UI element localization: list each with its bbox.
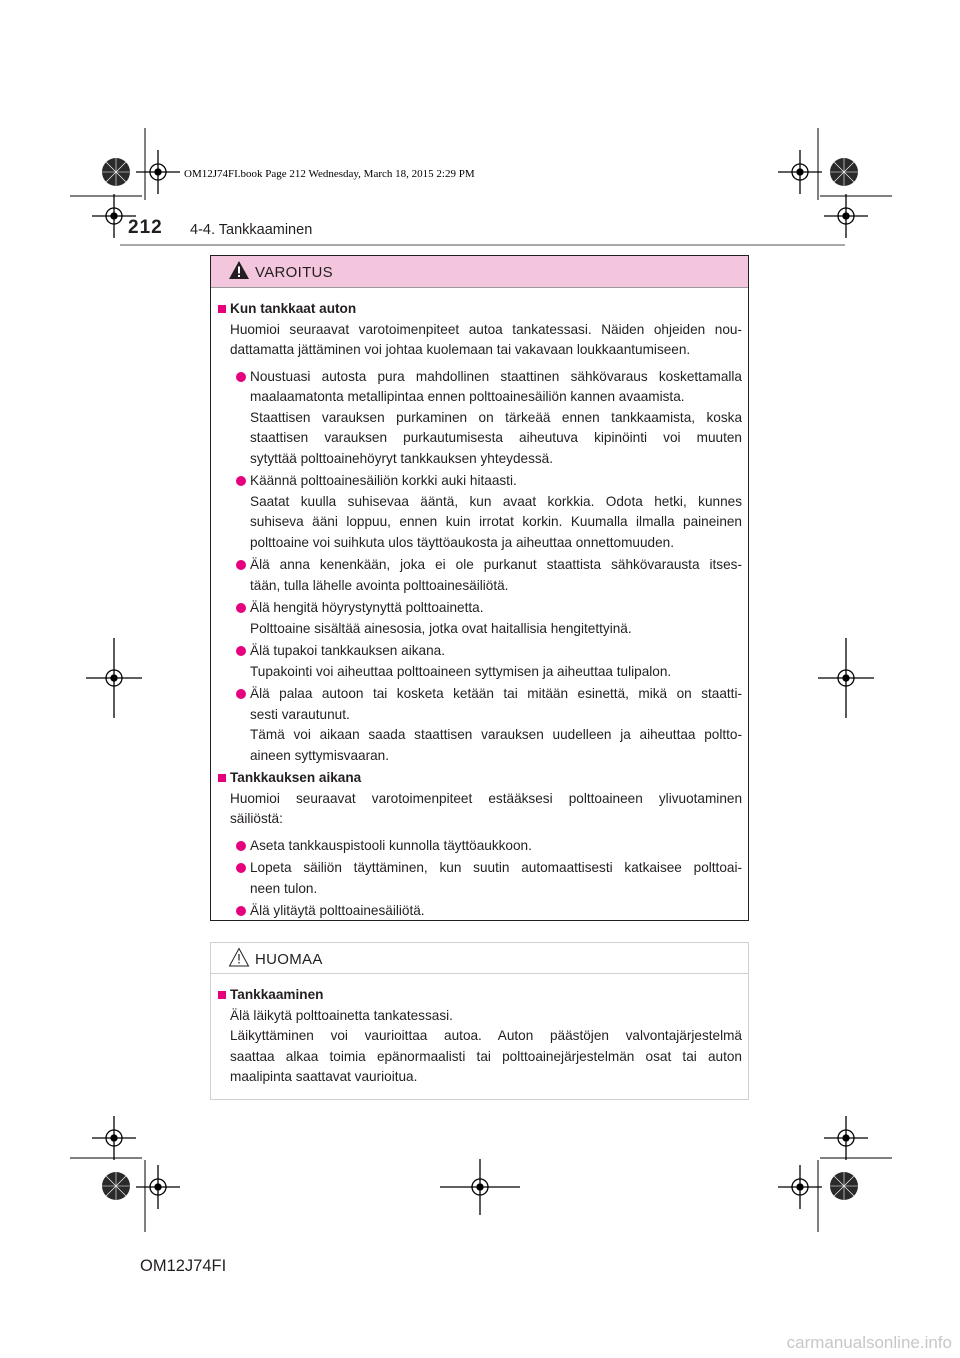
- round-bullet-icon: [236, 646, 246, 656]
- notice-box: [210, 942, 749, 1100]
- bullet-item: [218, 598, 742, 639]
- section-heading-text: Tankkauksen aikana: [230, 770, 362, 785]
- round-bullet-icon: [236, 476, 246, 486]
- text-line: Huomioi seuraavat varotoimenpiteet autoa tankatessasi. Näiden ohjeiden nou-: [230, 321, 742, 337]
- round-bullet-icon: [236, 906, 246, 916]
- bullet-item: [218, 684, 742, 766]
- bullet-item: [218, 367, 742, 470]
- text-line: aineen syttymisvaaran.: [250, 747, 390, 763]
- text-line: Käännä polttoainesäiliön korkki auki hitaasti.: [250, 473, 517, 488]
- square-bullet-icon: [218, 305, 226, 313]
- text-line: Läikyttäminen voi vaurioittaa autoa. Auton päästöjen valvontajärjestelmä: [230, 1028, 742, 1043]
- warning-label: VAROITUS: [255, 264, 333, 281]
- text-line: maalipinta saattavat vaurioitua.: [230, 1069, 418, 1084]
- text-line: Älä läikytä polttoainetta tankatessasi.: [230, 1007, 453, 1023]
- notice-text: [218, 1006, 742, 1088]
- section-heading: [218, 768, 742, 789]
- notice-label: HUOMAA: [255, 951, 323, 968]
- section-title: 4-4. Tankkaaminen: [190, 222, 313, 238]
- text-line: Älä palaa autoon tai kosketa ketään tai mitään esinettä, mikä on staatti-: [250, 686, 742, 701]
- text-line: Älä tupakoi tankkauksen aikana.: [250, 643, 445, 658]
- header-divider: [120, 244, 845, 246]
- text-line: Staattisen varauksen purkaminen on tärkeää ennen tankkaamista, koska: [250, 409, 742, 425]
- section-intro: [218, 789, 742, 830]
- text-line: saattaa alkaa toimia epänormaalisti tai polttoainejärjestelmän osat tai auton: [230, 1048, 742, 1064]
- text-line: Tupakointi voi aiheuttaa polttoaineen syttymisen ja aiheuttaa tulipalon.: [250, 663, 672, 679]
- text-line: Huomioi seuraavat varotoimenpiteet estääksesi polttoaineen ylivuotaminen: [230, 790, 742, 806]
- text-line: polttoaine voi suihkuta ulos täyttöaukosta ja aiheuttaa onnettomuuden.: [250, 534, 674, 550]
- notice-header: [211, 943, 748, 974]
- bullet-item: [218, 858, 742, 899]
- text-line: Lopeta säiliön täyttäminen, kun suutin automaattisesti katkaisee polttoai-: [250, 860, 742, 875]
- section-heading: [218, 299, 742, 320]
- round-bullet-icon: [236, 863, 246, 873]
- text-line: Älä hengitä höyrystynyttä polttoainetta.: [250, 600, 484, 615]
- section-heading-text: Kun tankkaat auton: [230, 301, 357, 316]
- bullet-item: [218, 901, 742, 922]
- bullet-item: [218, 471, 742, 553]
- text-line: tään, tulla lähelle avointa polttoainesäiliötä.: [250, 577, 509, 593]
- text-line: staattisen varauksen purkautumisesta aiheutuva kipinöinti voi muuten: [250, 430, 742, 445]
- round-bullet-icon: [236, 841, 246, 851]
- text-line: maalaamatonta metallipintaa ennen polttoainesäiliön kannen avaamista.: [250, 389, 685, 404]
- round-bullet-icon: [236, 372, 246, 382]
- print-info: OM12J74FI.book Page 212 Wednesday, March 18, 2015 2:29 PM: [184, 168, 475, 180]
- notice-body: [211, 974, 748, 1088]
- notice-triangle-icon: [228, 947, 250, 967]
- bullet-item: [218, 555, 742, 596]
- text-line: Saatat kuulla suhisevaa ääntä, kun avaat korkkia. Odota hetki, kunnes: [250, 493, 742, 509]
- round-bullet-icon: [236, 603, 246, 613]
- page-number: 212: [128, 217, 163, 238]
- round-bullet-icon: [236, 560, 246, 570]
- text-line: suhiseva ääni loppuu, ennen kuin irrotat korkin. Kuumalla ilmalla paineinen: [250, 514, 742, 529]
- square-bullet-icon: [218, 774, 226, 782]
- text-line: Älä ylitäytä polttoainesäiliötä.: [250, 903, 425, 918]
- warning-header: [211, 256, 748, 288]
- round-bullet-icon: [236, 689, 246, 699]
- text-line: Noustuasi autosta pura mahdollinen staattinen sähkövaraus koskettamalla: [250, 368, 742, 384]
- section-intro: [218, 320, 742, 361]
- watermark: carmanualsonline.info: [786, 1333, 952, 1352]
- text-line: Tämä voi aikaan saada staattisen varauksen uudelleen ja aiheuttaa poltto-: [250, 727, 742, 742]
- text-line: Aseta tankkauspistooli kunnolla täyttöaukkoon.: [250, 837, 532, 853]
- warning-triangle-icon: [228, 260, 250, 280]
- bullet-item: [218, 836, 742, 857]
- text-line: sesti varautunut.: [250, 706, 350, 722]
- text-line: Älä anna kenenkään, joka ei ole purkanut staattista sähkövarausta itses-: [250, 557, 742, 572]
- warning-body: [211, 288, 748, 922]
- bullet-item: [218, 641, 742, 682]
- text-line: sytyttää polttoainehöyryt tankkauksen yhteydessä.: [250, 450, 554, 466]
- model-code: OM12J74FI: [140, 1257, 227, 1275]
- warning-box: [210, 255, 749, 921]
- square-bullet-icon: [218, 991, 226, 999]
- section-heading: [218, 985, 742, 1006]
- section-heading-text: Tankkaaminen: [230, 987, 324, 1002]
- text-line: dattamatta jättäminen voi johtaa kuolemaan tai vakavaan loukkaantumiseen.: [230, 342, 691, 357]
- text-line: Polttoaine sisältää ainesosia, jotka ovat haitallisia hengitettyinä.: [250, 620, 632, 636]
- text-line: neen tulon.: [250, 880, 318, 896]
- text-line: säiliöstä:: [230, 811, 283, 826]
